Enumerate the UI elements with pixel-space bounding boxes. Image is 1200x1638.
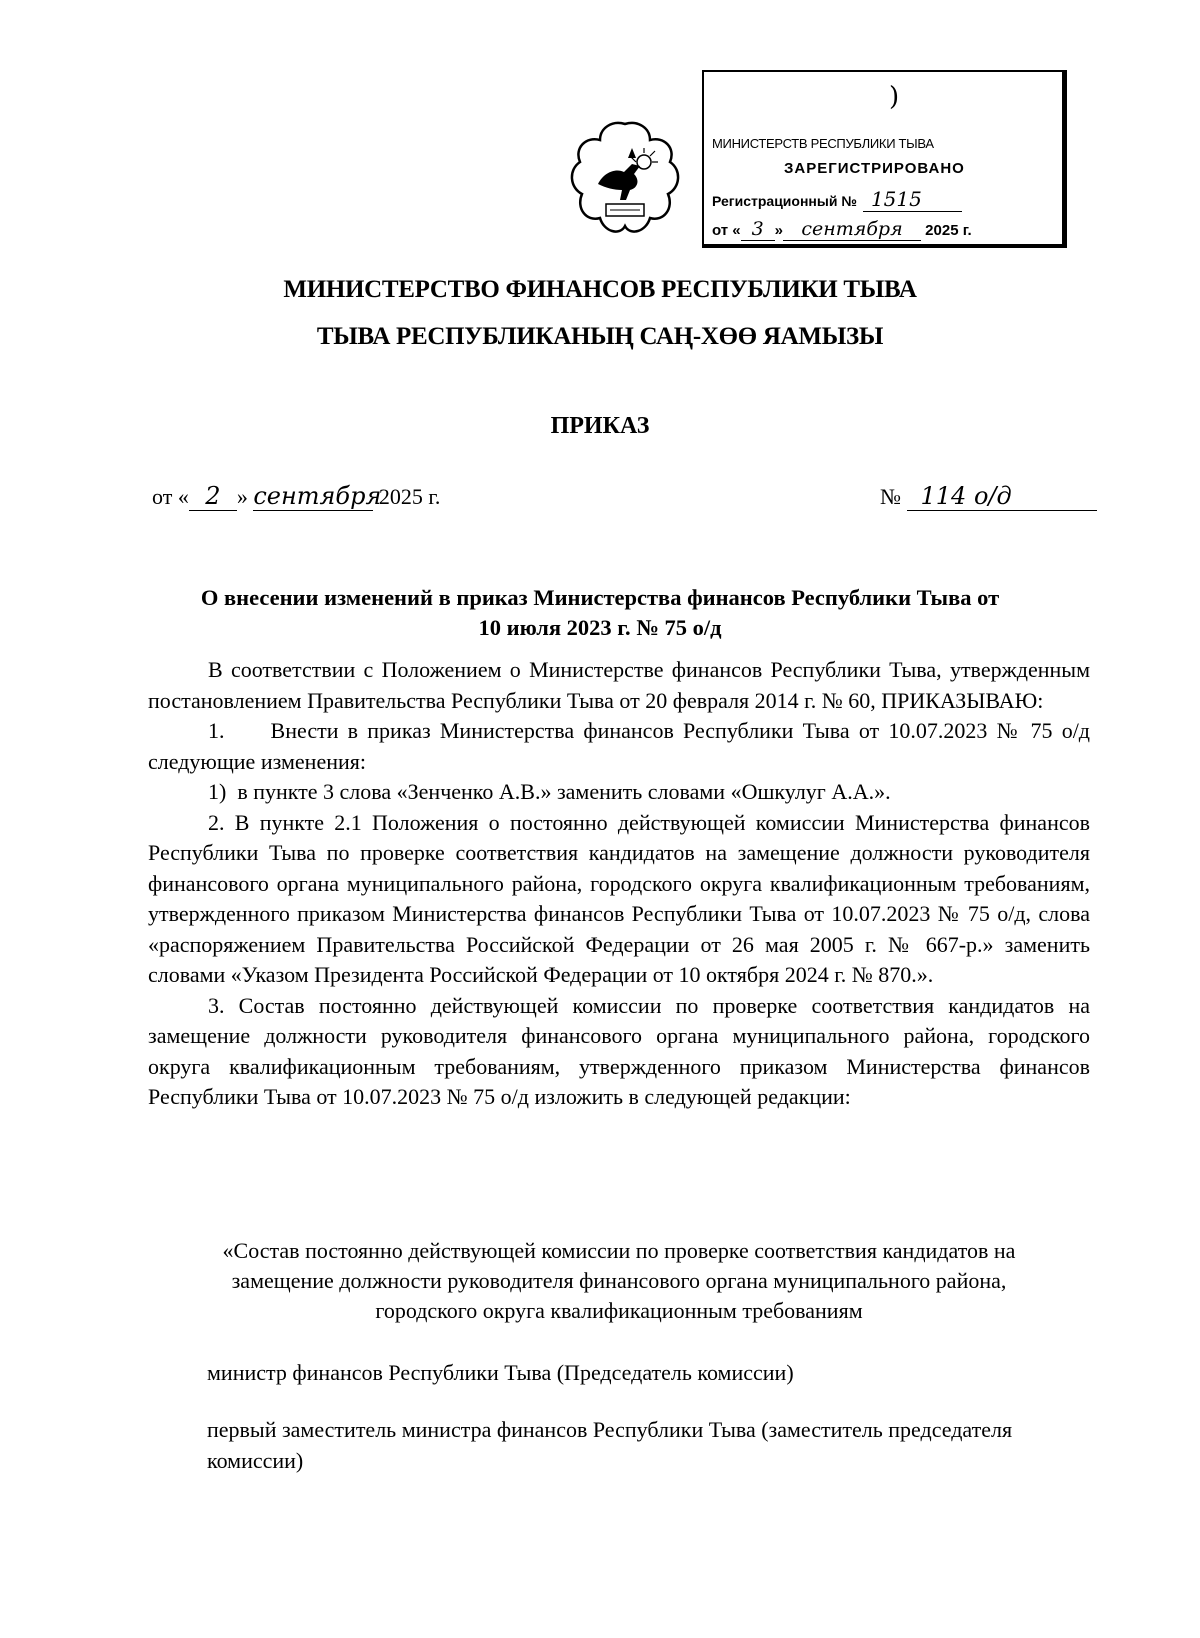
order-body <box>148 655 1090 1113</box>
stamp-scribble: ) <box>889 82 900 112</box>
order-date-day: 2 <box>189 482 237 511</box>
order-subject <box>0 583 1200 643</box>
order-number-label: № <box>880 484 901 509</box>
stamp-date <box>712 218 972 241</box>
order-date-mid: » <box>236 484 248 509</box>
stamp-status: ЗАРЕГИСТРИРОВАНО <box>784 160 965 177</box>
order-number-value: 114 о/д <box>907 482 1097 511</box>
ministry-name-russian: МИНИСТЕРСТВО ФИНАНСОВ РЕСПУБЛИКИ ТЫВА <box>283 276 917 303</box>
paragraph-item-2: 2. В пункте 2.1 Положения о постоянно действующей комиссии Министерства финансов Республики Тыва по проверке соответствия кандидатов на замещение должности руководителя финансового органа муниципального района, городского округа квалификационным требованиям, утвержденного приказом Министерства финансов Республики Тыва от 10.07.2023 № 75 о/д, слова «распоряжением Правительства Российской Федерации от 26 мая 2005 г. № 667-р.» заменить словами «Указом Президента Российской Федерации от 10 октября 2024 г. № 870.». <box>148 809 1090 987</box>
stamp-reg-number: 1515 <box>863 187 962 212</box>
subject-line-2: 10 июля 2023 г. № 75 о/д <box>478 615 722 640</box>
paragraph-item-3: 3. Состав постоянно действующей комиссии по проверке соответствия кандидатов на замещение должности руководителя финансового органа муниципального района, городского округа квалификационным требованиям, утвержденного приказом Министерства финансов Республики Тыва от 10.07.2023 № 75 о/д изложить в следующей редакции: <box>148 992 1090 1109</box>
paragraph-item-1-sub: 1) в пункте 3 слова «Зенченко А.В.» заменить словами «Ошкулуг А.А.». <box>208 779 891 804</box>
stamp-date-year: 2025 г. <box>925 222 972 239</box>
registration-stamp <box>702 70 1067 248</box>
commission-heading-line-3: городского округа квалификационным требованиям <box>375 1298 863 1323</box>
stamp-date-prefix: от « <box>712 222 741 239</box>
stamp-date-month: сентября <box>783 218 921 241</box>
stamp-date-mid: » <box>774 222 783 239</box>
document-type: ПРИКАЗ <box>550 413 650 439</box>
commission-heading-line-2: замещение должности руководителя финансового органа муниципального района, <box>231 1268 1007 1293</box>
emblem-logo <box>570 118 680 236</box>
paragraph-item-1: 1. Внести в приказ Министерства финансов Республики Тыва от 10.07.2023 № 75 о/д следующие изменения: <box>148 718 1090 774</box>
order-date-prefix: от « <box>152 484 189 509</box>
ministry-name-tuvan: ТЫВА РЕСПУБЛИКАНЫҢ САҢ-ХӨӨ ЯАМЫЗЫ <box>316 323 884 350</box>
commission-member-2: первый заместитель министра финансов Республики Тыва (заместитель председателя комиссии) <box>207 1417 1013 1473</box>
stamp-organization: МИНИСТЕРСТВ РЕСПУБЛИКИ ТЫВА <box>712 136 934 151</box>
commission-heading <box>148 1236 1090 1326</box>
stamp-reg-label: Регистрационный № <box>712 193 857 209</box>
order-number <box>880 482 1097 511</box>
order-date <box>152 482 440 511</box>
order-date-year: 2025 г. <box>378 484 441 509</box>
subject-line-1: О внесении изменений в приказ Министерства финансов Республики Тыва от <box>200 585 1000 610</box>
stamp-registration <box>712 187 962 211</box>
stamp-date-day: 3 <box>741 218 775 241</box>
order-date-month: сентября <box>253 482 382 510</box>
commission-heading-line-1: «Состав постоянно действующей комиссии по проверке соответствия кандидатов на <box>222 1238 1016 1263</box>
commission-member-1: министр финансов Республики Тыва (Председатель комиссии) <box>207 1360 794 1385</box>
paragraph-intro: В соответствии с Положением о Министерстве финансов Республики Тыва, утвержденным постановлением Правительства Республики Тыва от 20 февраля 2014 г. № 60, ПРИКАЗЫВАЮ: <box>148 657 1090 713</box>
emblem-icon <box>570 118 680 236</box>
